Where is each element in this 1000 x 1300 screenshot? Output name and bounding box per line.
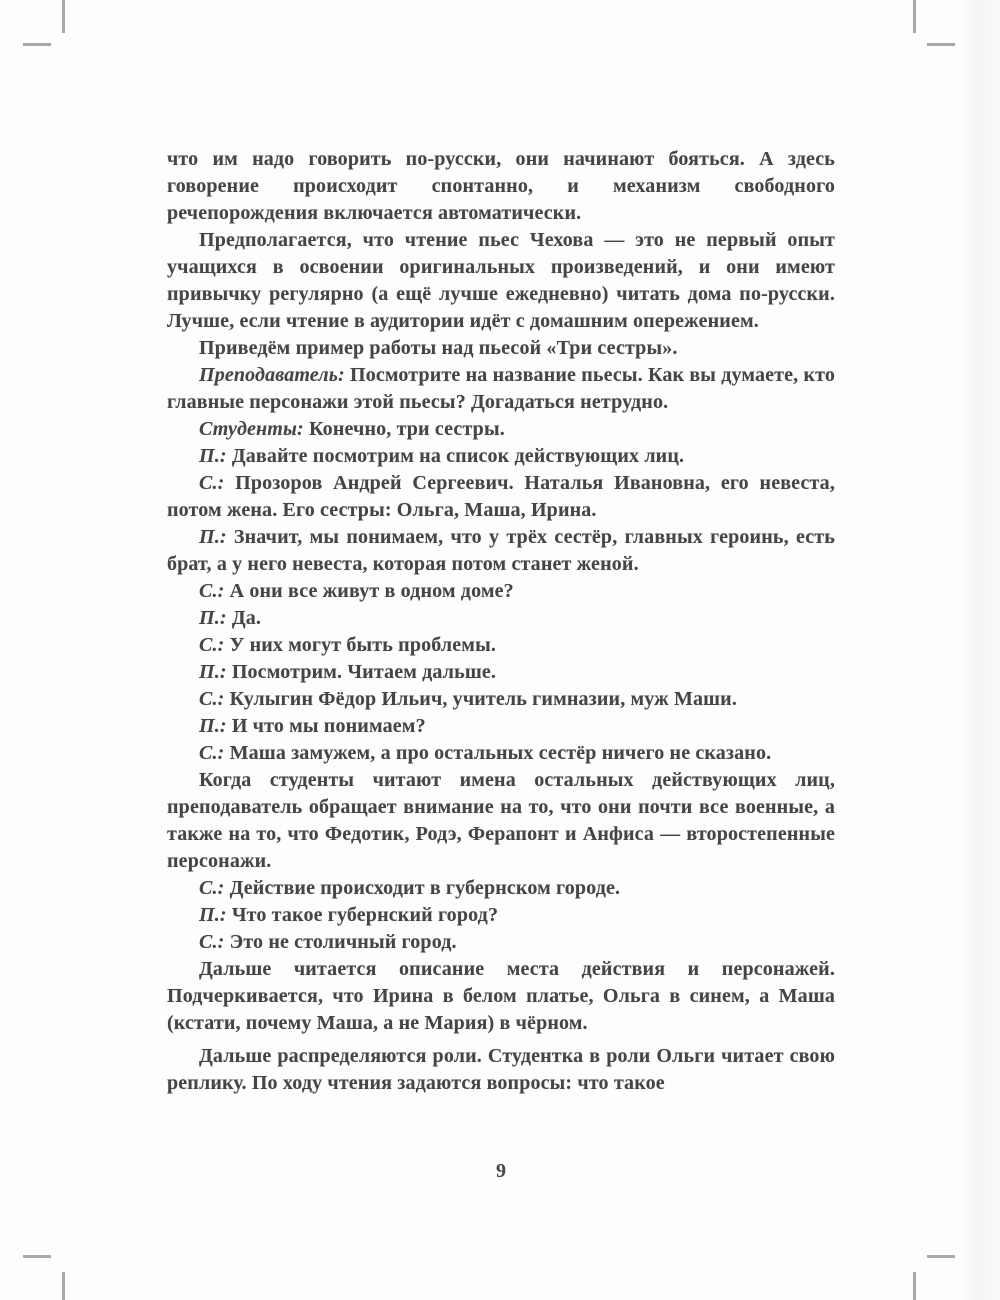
text-paragraph — [167, 956, 835, 1037]
crop-mark-bottom-right-horizontal — [927, 1255, 955, 1258]
text-paragraph — [167, 146, 835, 227]
dialogue-paragraph — [167, 362, 835, 416]
paragraph-text: А они все живут в одном доме? — [224, 580, 514, 602]
dialogue-paragraph — [167, 443, 835, 470]
crop-mark-bottom-right-vertical — [913, 1272, 916, 1300]
dialogue-paragraph — [167, 659, 835, 686]
dialogue-paragraph — [167, 416, 835, 443]
text-paragraph — [167, 335, 835, 362]
paragraph-text: Приведём пример работы над пьесой «Три сестры». — [199, 337, 678, 359]
dialogue-paragraph — [167, 875, 835, 902]
paragraph-text: Прозоров Андрей Сергеевич. Наталья Ивановна, его невеста, потом жена. Его сестры: Ольга, Маша, Ирина. — [167, 472, 835, 521]
crop-mark-bottom-left-horizontal — [23, 1255, 51, 1258]
dialogue-paragraph — [167, 470, 835, 524]
dialogue-paragraph — [167, 740, 835, 767]
paragraph-text: Когда студенты читают имена остальных действующих лиц, преподаватель обращает внимание на то, что они почти все военные, а также на то, что Федотик, Родэ, Ферапонт и Анфиса — второстепенные персонажи. — [167, 769, 835, 872]
paragraph-text: что им надо говорить по-русски, они начинают бояться. А здесь говорение происходит спонтанно, и механизм свободного речепорождения включается автоматически. — [167, 148, 835, 224]
text-paragraph — [167, 1043, 835, 1097]
paragraph-text: Маша замужем, а про остальных сестёр ничего не сказано. — [224, 742, 772, 764]
paragraph-text: Посмотрим. Читаем дальше. — [226, 661, 497, 683]
paragraph-text: Дальше читается описание места действия и персонажей. Подчеркивается, что Ирина в белом платье, Ольга в синем, а Маша (кстати, почему Маша, а не Мария) в чёрном. — [167, 958, 835, 1034]
speaker-label: С.: — [199, 931, 225, 953]
dialogue-paragraph — [167, 578, 835, 605]
text-paragraph — [167, 767, 835, 875]
crop-mark-top-right-vertical — [913, 0, 916, 33]
paragraph-text: Давайте посмотрим на список действующих лиц. — [226, 445, 685, 467]
speaker-label: С.: — [199, 742, 225, 764]
paragraph-text: Значит, мы понимаем, что у трёх сестёр, главных героинь, есть брат, а у него невеста, которая потом станет женой. — [167, 526, 835, 575]
speaker-label: С.: — [199, 877, 225, 899]
speaker-label: С.: — [199, 688, 225, 710]
paragraph-text: Конечно, три сестры. — [303, 418, 505, 440]
speaker-label: С.: — [199, 634, 225, 656]
speaker-label: Преподаватель: — [199, 364, 345, 386]
dialogue-paragraph — [167, 902, 835, 929]
dialogue-paragraph — [167, 713, 835, 740]
speaker-label: П.: — [199, 904, 227, 926]
paragraph-text: Действие происходит в губернском городе. — [224, 877, 621, 899]
speaker-label: П.: — [199, 445, 227, 467]
speaker-label: С.: — [199, 472, 225, 494]
paragraph-text: Это не столичный город. — [224, 931, 457, 953]
speaker-label: П.: — [199, 607, 227, 629]
speaker-label: П.: — [199, 661, 227, 683]
dialogue-paragraph — [167, 929, 835, 956]
speaker-label: П.: — [199, 526, 227, 548]
paragraph-text: Да. — [226, 607, 262, 629]
crop-mark-top-left-vertical — [62, 0, 65, 33]
dialogue-paragraph — [167, 686, 835, 713]
dialogue-paragraph — [167, 605, 835, 632]
text-paragraph — [167, 227, 835, 335]
body-text — [167, 146, 835, 1097]
paragraph-text: Посмотрите на название пьесы. Как вы думаете, кто главные персонажи этой пьесы? Догадаться нетрудно. — [167, 364, 836, 413]
scan-edge-shading — [958, 0, 1000, 1300]
page-number: 9 — [496, 1160, 506, 1182]
crop-mark-top-right-horizontal — [927, 43, 955, 46]
paragraph-text: И что мы понимаем? — [226, 715, 426, 737]
crop-mark-top-left-horizontal — [23, 43, 51, 46]
paragraph-text: У них могут быть проблемы. — [224, 634, 496, 656]
crop-mark-bottom-left-vertical — [62, 1272, 65, 1300]
speaker-label: П.: — [199, 715, 227, 737]
dialogue-paragraph — [167, 632, 835, 659]
paragraph-text: Дальше распределяются роли. Студентка в роли Ольги читает свою реплику. По ходу чтения задаются вопросы: что такое — [167, 1045, 835, 1094]
speaker-label: Студенты: — [199, 418, 304, 440]
dialogue-paragraph — [167, 524, 835, 578]
paragraph-text: Что такое губернский город? — [226, 904, 499, 926]
paragraph-text: Предполагается, что чтение пьес Чехова — это не первый опыт учащихся в освоении оригинальных произведений, и они имеют привычку регулярно (а ещё лучше ежедневно) читать дома по-русски. Лучше, если чтение в аудитории идёт с домашним опережением. — [167, 229, 835, 332]
speaker-label: С.: — [199, 580, 225, 602]
paragraph-text: Кулыгин Фёдор Ильич, учитель гимназии, муж Маши. — [224, 688, 738, 710]
